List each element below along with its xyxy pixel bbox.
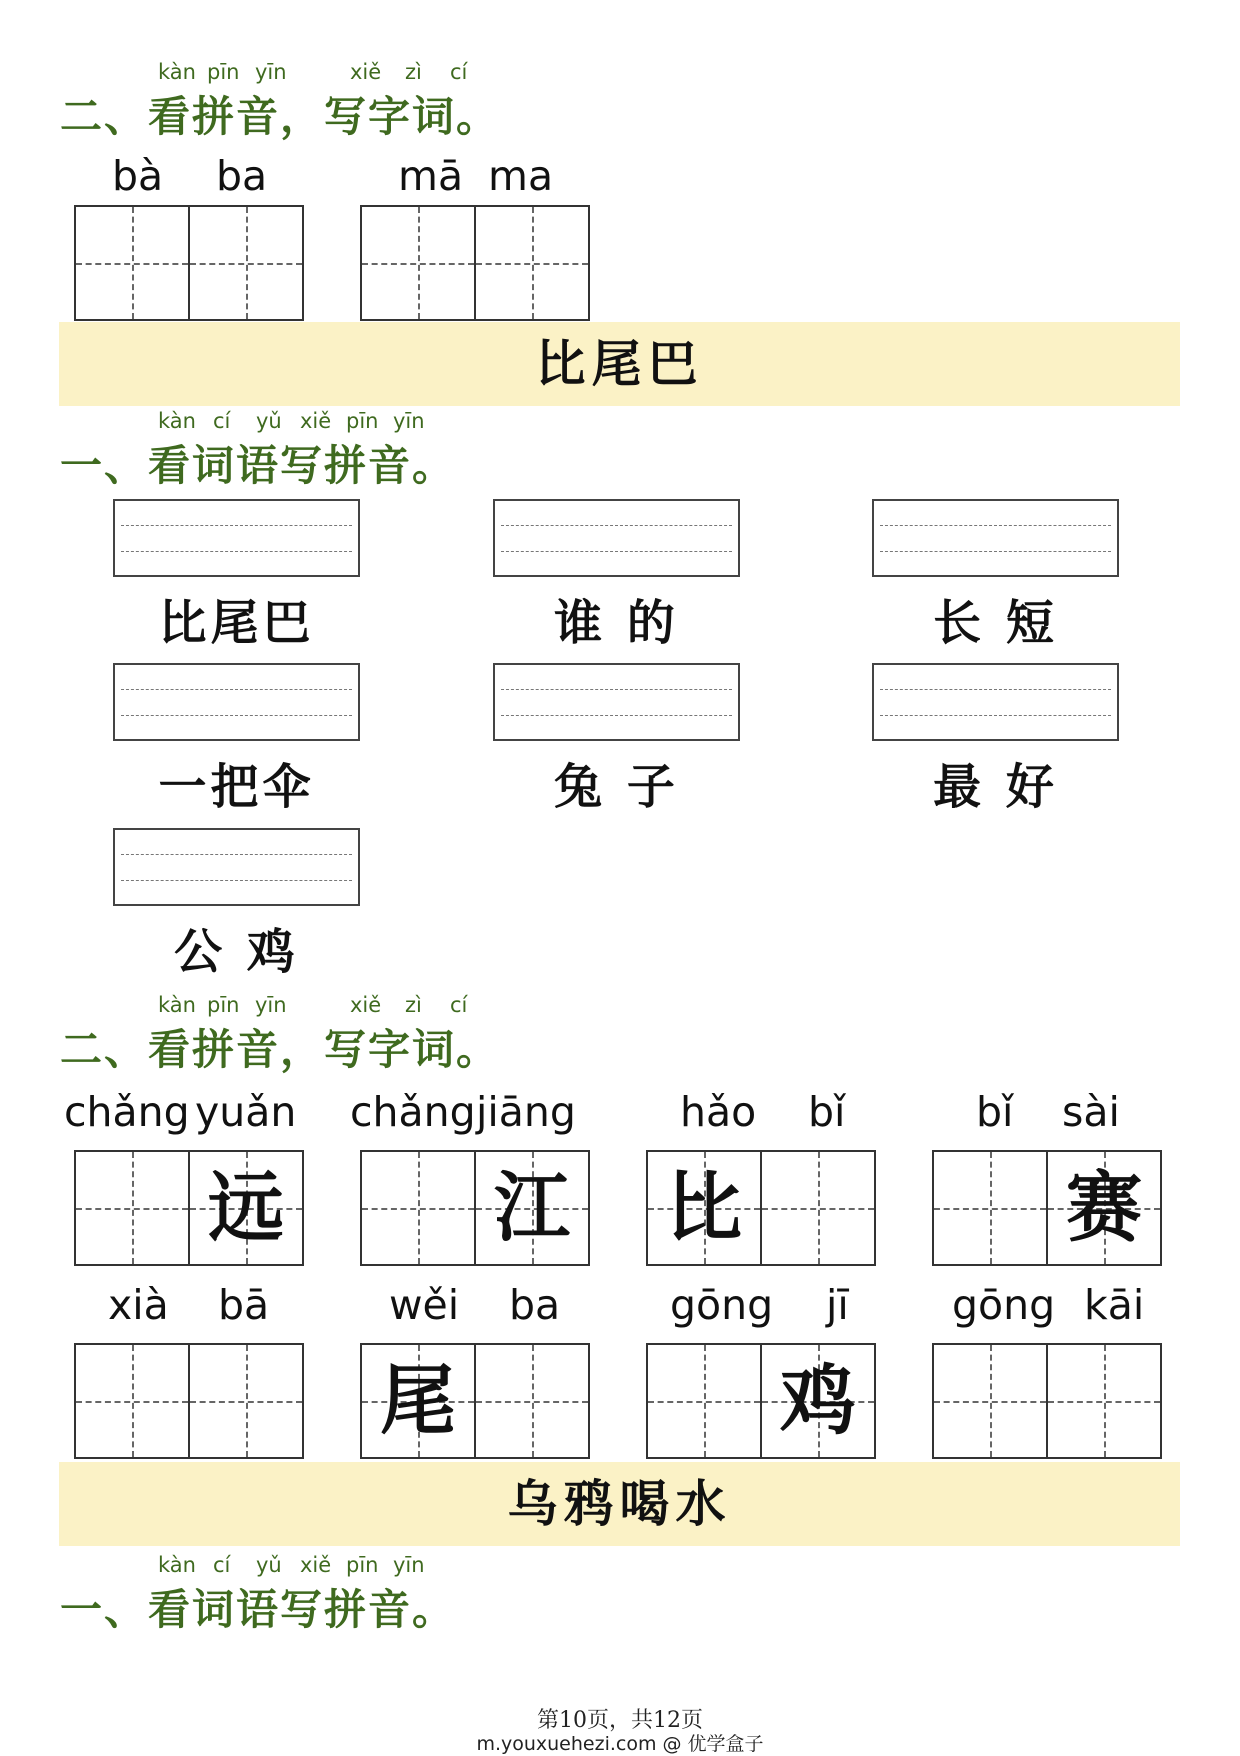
grid-char: [190, 207, 302, 319]
writing-grid-cell[interactable]: [474, 1343, 590, 1459]
word-prompt: 公 鸡: [174, 924, 299, 980]
pinyin-writing-box[interactable]: [113, 499, 360, 577]
word-prompt: 谁 的: [554, 595, 679, 651]
pinyin: kāi: [1084, 1281, 1145, 1329]
pinyin: xià: [108, 1281, 169, 1329]
ruby-syllable: xiě: [300, 1553, 332, 1577]
pinyin: ma: [488, 152, 554, 200]
ruby-syllable: yǔ: [256, 1553, 282, 1577]
lesson-banner: [59, 322, 1180, 406]
ruby-syllable: cí: [213, 1553, 231, 1577]
pinyin-writing-box[interactable]: [872, 499, 1119, 577]
grid-char: [76, 1345, 188, 1457]
writing-grid-cell[interactable]: [760, 1150, 876, 1266]
ruby-syllable: cí: [213, 409, 231, 433]
section4-instruction: 一、看词语写拼音。: [60, 1585, 457, 1634]
section1-instruction: 二、看拼音，写字词。: [60, 92, 501, 141]
pinyin: chǎng: [350, 1088, 476, 1136]
writing-grid-cell[interactable]: [932, 1150, 1048, 1266]
ruby-syllable: yǔ: [256, 409, 282, 433]
grid-char: 尾: [380, 1356, 456, 1445]
pinyin-writing-box[interactable]: [493, 499, 740, 577]
ruby-syllable: pīn: [346, 1553, 379, 1577]
writing-grid-cell[interactable]: [474, 205, 590, 321]
pinyin-writing-box[interactable]: [872, 663, 1119, 741]
grid-char: [362, 1152, 474, 1264]
pinyin: ba: [509, 1281, 561, 1329]
grid-char: [476, 207, 588, 319]
writing-grid-cell[interactable]: [646, 1343, 762, 1459]
grid-char: [1048, 1345, 1160, 1457]
ruby-syllable: xiě: [300, 409, 332, 433]
section4-ruby: [0, 1553, 600, 1579]
grid-char: [190, 1345, 302, 1457]
section3-ruby: [0, 993, 600, 1019]
pinyin: bā: [218, 1281, 270, 1329]
grid-char: 比: [666, 1163, 742, 1252]
word-prompt: 一把伞: [158, 759, 315, 815]
pinyin: gōng: [952, 1281, 1056, 1329]
ruby-syllable: yīn: [393, 409, 425, 433]
grid-char: 远: [208, 1163, 284, 1252]
ruby-syllable: yīn: [255, 993, 287, 1017]
pinyin: bǐ: [808, 1088, 846, 1136]
grid-char: 江: [494, 1163, 570, 1252]
ruby-syllable: pīn: [207, 60, 240, 84]
lesson-title: 比尾巴: [535, 334, 704, 393]
pinyin: sài: [1062, 1088, 1120, 1136]
pinyin: jiāng: [476, 1088, 576, 1136]
grid-char: [76, 1152, 188, 1264]
pinyin: hǎo: [680, 1088, 757, 1136]
pinyin: bǐ: [976, 1088, 1014, 1136]
ruby-syllable: yīn: [393, 1553, 425, 1577]
grid-char: [76, 207, 188, 319]
grid-char: [476, 1345, 588, 1457]
section2-instruction: 一、看词语写拼音。: [60, 441, 457, 490]
pinyin: yuǎn: [195, 1088, 297, 1136]
writing-grid-cell[interactable]: [74, 205, 190, 321]
grid-char: [362, 207, 474, 319]
grid-char: [934, 1152, 1046, 1264]
ruby-syllable: kàn: [158, 409, 196, 433]
word-prompt: 长 短: [933, 595, 1058, 651]
ruby-syllable: kàn: [158, 1553, 196, 1577]
ruby-syllable: kàn: [158, 993, 196, 1017]
site-credit: m.youxuehezi.com @ 优学盒子: [476, 1733, 764, 1755]
ruby-syllable: cí: [450, 993, 468, 1017]
pinyin: jī: [826, 1281, 849, 1329]
word-prompt: 比尾巴: [158, 595, 315, 651]
ruby-syllable: xiě: [350, 993, 382, 1017]
grid-char: 赛: [1066, 1163, 1142, 1252]
ruby-syllable: zì: [405, 60, 422, 84]
grid-char: 鸡: [780, 1356, 856, 1445]
pinyin-writing-box[interactable]: [113, 663, 360, 741]
section1-ruby: [0, 60, 600, 86]
grid-char: [934, 1345, 1046, 1457]
section3-instruction: 二、看拼音，写字词。: [60, 1025, 501, 1074]
pinyin: mā: [398, 152, 464, 200]
writing-grid-cell[interactable]: [1046, 1343, 1162, 1459]
ruby-syllable: zì: [405, 993, 422, 1017]
pinyin-writing-box[interactable]: [493, 663, 740, 741]
writing-grid-cell[interactable]: [932, 1343, 1048, 1459]
lesson-banner: [59, 1462, 1180, 1546]
ruby-syllable: xiě: [350, 60, 382, 84]
pinyin: bà: [112, 152, 164, 200]
writing-grid-cell[interactable]: [1046, 1150, 1162, 1266]
pinyin: wěi: [389, 1281, 460, 1329]
writing-grid-cell[interactable]: [360, 205, 476, 321]
writing-grid-cell[interactable]: [188, 1343, 304, 1459]
ruby-syllable: pīn: [346, 409, 379, 433]
pinyin-writing-box[interactable]: [113, 828, 360, 906]
lesson-title: 乌鸦喝水: [507, 1474, 732, 1533]
ruby-syllable: yīn: [255, 60, 287, 84]
grid-char: [648, 1345, 760, 1457]
writing-grid-cell[interactable]: [188, 205, 304, 321]
writing-grid-cell[interactable]: [188, 1150, 304, 1266]
writing-grid-cell[interactable]: [646, 1150, 762, 1266]
word-prompt: 兔 子: [554, 759, 679, 815]
pinyin: ba: [216, 152, 268, 200]
writing-grid-cell[interactable]: [360, 1343, 476, 1459]
writing-grid-cell[interactable]: [760, 1343, 876, 1459]
writing-grid-cell[interactable]: [74, 1343, 190, 1459]
pinyin: gōng: [670, 1281, 774, 1329]
word-prompt: 最 好: [933, 759, 1058, 815]
page-number: 第10页，共12页: [537, 1708, 703, 1733]
pinyin: chǎng: [64, 1088, 190, 1136]
writing-grid-cell[interactable]: [74, 1150, 190, 1266]
grid-char: [762, 1152, 874, 1264]
ruby-syllable: cí: [450, 60, 468, 84]
ruby-syllable: kàn: [158, 60, 196, 84]
writing-grid-cell[interactable]: [360, 1150, 476, 1266]
ruby-syllable: pīn: [207, 993, 240, 1017]
writing-grid-cell[interactable]: [474, 1150, 590, 1266]
section2-ruby: [0, 409, 600, 435]
